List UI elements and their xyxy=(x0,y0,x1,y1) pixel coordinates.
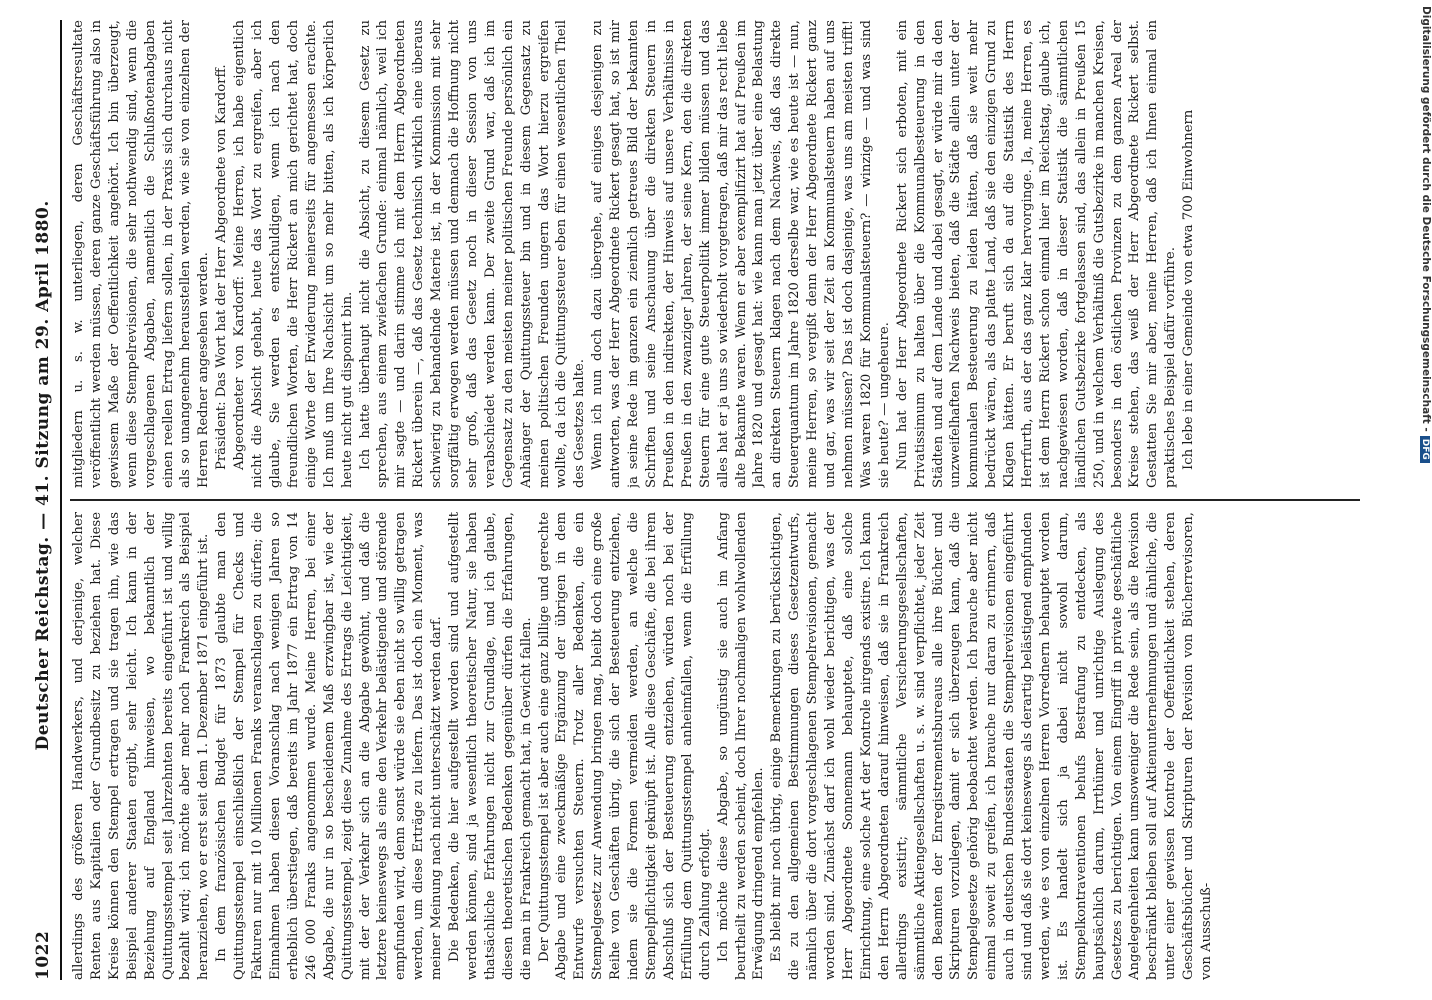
text-columns xyxy=(70,20,1360,980)
paragraph: Ich möchte diese Abgabe, so ungünstig sie auch im Anfang beurtheilt zu werden scheint, doch Ihrer nochmaligen wohlwollenden Erwägung dringend empfehlen. xyxy=(715,512,767,980)
dfg-logo: DFG xyxy=(1420,436,1430,463)
paragraph: mitgliedern u. s. w. unterliegen, deren Geschäftsresultate veröffentlicht werden müssen, deren ganze Geschäftsführung also in gewissem Maße der Oeffentlichkeit angehört. Ich bin überzeugt, wenn diese Stempelrevisionen, die sehr nothwendig sind, wenn die vorgeschlagenen Abgaben, namentlich die Schlußnotenabgaben einen reellen Ertrag liefern sollen, in der Praxis sich durchaus nicht als so unangenehm herausstellen werden, wie sie von einzelnen der Herren Redner angesehen werden. xyxy=(71,20,212,488)
digitization-credit-bar xyxy=(1418,6,1432,986)
header-rule xyxy=(60,20,62,980)
credit-text: Digitalisierung gefördert durch die Deutsche Forschungsgemeinschaft - xyxy=(1420,6,1432,432)
president-paragraph: Präsident: Das Wort hat der Herr Abgeordnete von Kardorff. xyxy=(214,64,230,470)
page-number: 1022 xyxy=(33,930,53,980)
paragraph: Der Quittungsstempel ist aber auch eine ganz billige und gerechte Abgabe und eine zweckmäßige Ergänzung der übrigen in dem Entwurfe versuchten Steuern. Trotz aller Bedenken, die ein Stempelgesetz zur Anwendung bringen mag, bleibt doch eine große Reihe von Geschäften übrig, die sich der Besteuerung entziehen, indem sie die Formen vermeiden werden, an welche die Stempelpflichtigkeit geknüpft ist. Alle diese Geschäfte, die bei ihrem Abschluß sich der Besteuerung entziehen, würden noch bei der Erfüllung dem Quittungsstempel anheimfallen, wenn die Erfüllung durch Zahlung erfolgt. xyxy=(536,512,713,980)
right-column xyxy=(70,20,1360,488)
rotated-page-content xyxy=(20,20,1360,980)
paragraph: In dem französischen Budget für 1873 glaubte man den Quittungsstempel einschließlich der Stempel für Checks und Fakturen nur mit 10 Millionen Franks veranschlagen zu dürfen; die Einnahmen haben diesen Voranschlag nach wenigen Jahren so erheblich überstiegen, daß bereits im Jahr 1877 ein Ertrag von 14 246 000 Franks angenommen wurde. Meine Herren, bei einer Abgabe, die nur in so bescheidenem Maß erzwingbar ist, wie der Quittungsstempel, zeigt diese Zunahme des Ertrags die Leichtigkeit, mit der der Verkehr sich an die Abgabe gewöhnt, und daß die letztere keineswegs als eine den Verkehr belästigende und störende empfunden wird, denn sonst würde sie eben nicht so willig getragen werden, um diese Erträge zu liefern. Das ist doch ein Moment, was meiner Meinung nach nicht unterschätzt werden darf. xyxy=(214,512,445,980)
running-title: Deutscher Reichstag. — 41. Sitzung am 29. April 1880. xyxy=(33,200,53,751)
paragraph: Nun hat der Herr Abgeordnete Rickert sich erboten, mit ein Privatissimum zu halten über die Kommunalbesteuerung in den Städten und auf dem Lande und dabei gesagt, er würde mir da den unzweifelhaften Nachweis bieten, daß die Städte allein unter der kommunalen Besteuerung zu leiden hätten, daß sie weit mehr bedrückt wären, als das platte Land, daß sie den einzigen Grund zu Klagen hätten. Er beruft sich da auf die Statistik des Herrn Herrfurth, aus der das ganz klar hervorginge. Ja, meine Herren, es ist dem Herrn Rickert schon einmal hier im Reichstag, glaube ich, nachgewiesen worden, daß in dieser Statistik die sämmtlichen ländlichen Gutsbezirke fortgelassen sind, das allein in Preußen 15 250, und in welchem Verhältniß die Gutsbezirke in manchen Kreisen, besonders in den östlichen Provinzen zu dem ganzen Areal der Kreise stehen, das weiß der Herr Abgeordnete Rickert selbst. Gestatten Sie mir aber, meine Herren, daß ich Ihnen einmal ein praktisches Beispiel dafür vorführe. xyxy=(894,20,1179,488)
credit-text-wrapper xyxy=(1418,6,1432,986)
paragraph: Ich hatte überhaupt nicht die Absicht, zu diesem Gesetz zu sprechen, aus einem zwiefachen Grunde: einmal nämlich, weil ich mir sagte — und darin stimme ich mit dem Herrn Abgeordneten Rickert überein —, daß das Gesetz technisch wirklich eine überaus schwierig zu behandelnde Materie ist, in der Kommission mit sehr sorgfältig erwogen werden müssen und demnach die Hoffnung nicht sehr groß, daß das Gesetz noch in dieser Session von uns verabschiedet werden kann. Der zweite Grund war, daß ich im Gegensatz zu den meisten meiner politischen Freunde persönlich ein Anhänger der Quittungssteuer bin und in diesem Gegensatz zu meinen politischen Freunden ungern das Wort hierzu ergreifen wollte, da ich die Quittungssteuer eben für einen wesentlichen Theil des Gesetzes halte. xyxy=(357,20,588,488)
column-divider xyxy=(70,499,1360,501)
paragraph: Ich lebe in einer Gemeinde von etwa 700 Einwohnern xyxy=(1181,109,1197,470)
paragraph: Die Bedenken, die hier aufgestellt worden sind und aufgestellt werden können, sind ja wesentlich theoretischer Natur, sie haben thatsächliche Erfahrungen nicht zur Grundlage, und ich glaube, diesen theoretischen Bedenken gegenüber dürfen die Erfahrungen, die man in Frankreich gemacht hat, in Gewicht fallen. xyxy=(447,512,534,980)
speaker-paragraph: Abgeordneter von Kardorff: Meine Herren, ich habe eigentlich nicht die Absicht gehabt, heute das Wort zu ergreifen, aber ich glaube, Sie werden es entschuldigen, wenn ich nach den freundlichen Worten, die Herr Rickert an mich gerichtet hat, doch einige Worte der Erwiderung meinerseits für angemessen erachte. Ich muß um Ihre Nachsicht um so mehr bitten, als ich körperlich heute nicht gut disponirt bin. xyxy=(232,20,355,488)
paragraph: allerdings des größeren Handwerkers, und derjenige, welcher Renten aus Kapitalien oder Grundbesitz zu beziehen hat. Diese Kreise können den Stempel ertragen und sie tragen ihn, wie das Beispiel anderer Staaten ergibt, sehr leicht. Ich kann in der Beziehung auf England hinweisen, wo bekanntlich der Quittungsstempel seit Jahrzehnten bereits eingeführt ist und willig bezahlt wird; ich möchte aber mehr noch Frankreich als Beispiel heranziehen, wo er erst seit dem 1. Dezember 1871 eingeführt ist. xyxy=(71,512,212,980)
paragraph: Wenn ich nun doch dazu übergehe, auf einiges desjenigen zu antworten, was der Herr Abgeordnete Rickert gesagt hat, so ist mir ja seine Rede im ganzen ein ziemlich getreues Bild der bekannten Schriften und seine Anschauung über die direkten Steuern in Preußen in den indirekten, der Hinweis auf unsere Verhältnisse in Preußen in den zwanziger Jahren, der seine Kern, den die direkten Steuern für eine gute Steuerpolitik immer bilden müssen und das alles hat er ja uns so wiederholt vorgetragen, daß mir das recht liebe alte Bekannte waren. Wenn er aber exemplifizirt hat auf Preußen im Jahre 1820 und gesagt hat: wie kann man jetzt über eine Belastung an direkten Steuern klagen nach dem Nachweis, daß das direkte Steuerquantum im Jahre 1820 derselbe war, wie es heute ist — nun, meine Herren, so vergißt denn der Herr Abgeordnete Rickert ganz und gar, was wir seit der Zeit an Kommunalsteuern haben auf uns nehmen müssen? Das ist doch dasjenige, was uns am meisten trifft! Was waren 1820 für Kommunalsteuern? — winzige — und was sind sie heute? — ungeheure. xyxy=(590,20,892,488)
left-column xyxy=(70,512,1360,980)
paragraph: Es bleibt mir noch übrig, einige Bemerkungen zu berücksichtigen, die zu den allgemeinen Bestimmungen dieses Gesetzentwurfs, nämlich über die dort vorgeschlagenen Stempelrevisionen, gemacht worden sind. Zunächst darf ich wohl wieder berichtigen, was der Herr Abgeordnete Sonnemann behauptete, daß eine solche Einrichtung, eine solche Art der Kontrole nirgends existire. Ich kann den Herrn Abgeordneten darauf hinweisen, daß sie in Frankreich allerdings existirt; sämmtliche Versicherungsgesellschaften, sämmtliche Aktiengesellschaften u. s. w. sind verpflichtet, jeder Zeit den Beamten der Enregistrementsbureaus alle ihre Bücher und Skripturen vorzulegen, damit er sich überzeugen kann, daß die Stempelgesetze gehörig beobachtet werden. Ich brauche aber nicht einmal soweit zu greifen, ich brauche nur daran zu erinnern, daß auch in deutschen Bundesstaaten die Stempelrevisionen eingeführt sind und daß sie dort keineswegs als derartig belästigend empfunden werden, wie es von einzelnen Herren Vorrednern behauptet worden ist. Es handelt sich ja dabei nicht sowohl darum, Stempelkontraventionen behufs Bestrafung zu entdecken, als hauptsächlich darum, Irrthümer und unrichtige Auslegung des Gesetzes zu berichtigen. Von einem Eingriff in private geschäftliche Angelegenheiten kann umsoweniger die Rede sein, als die Revision beschränkt bleiben soll auf Aktienunternehmungen und ähnliche, die unter einer gewissen Kontrole der Oeffentlichkeit stehen, deren Geschäftsbücher und Skripturen der Revision von Bücherrevisoren, von Ausschuß- xyxy=(769,512,1215,980)
page-header xyxy=(26,20,60,980)
